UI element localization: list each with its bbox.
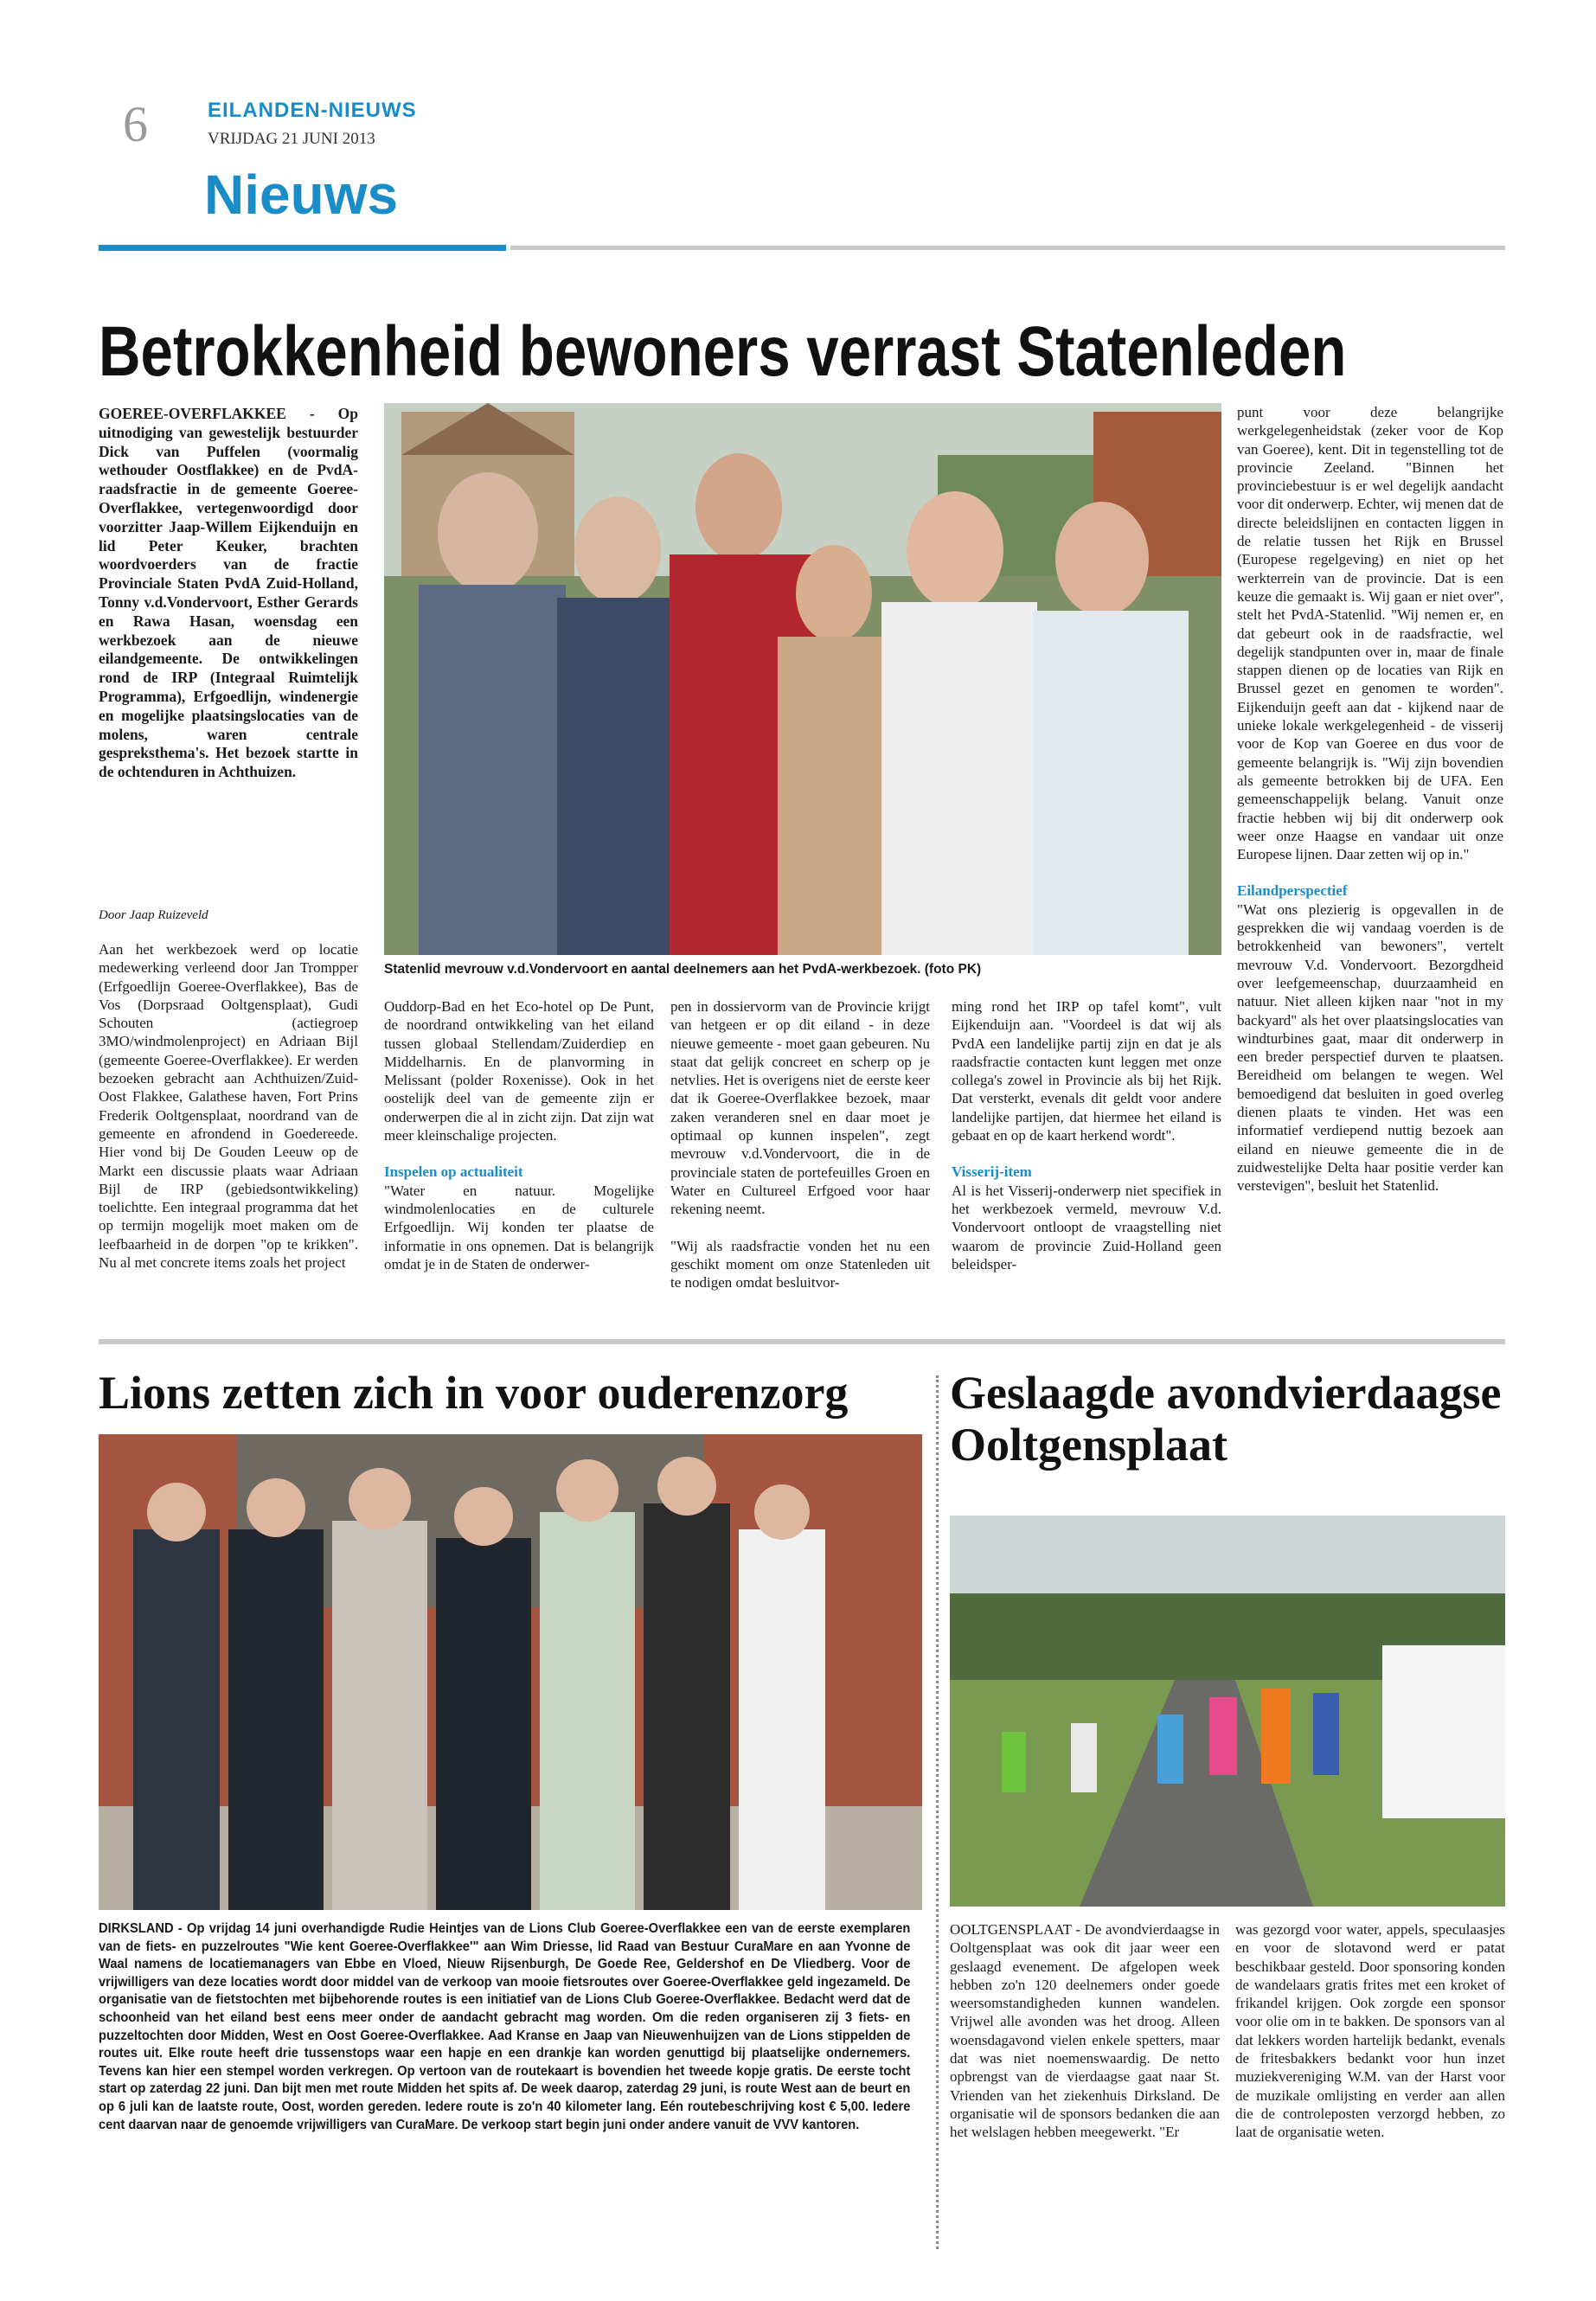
- column-separator: [936, 1375, 939, 2249]
- masthead-logo: EILANDEN-NIEUWS: [208, 99, 417, 122]
- article-column-3: [670, 997, 930, 1292]
- article-divider: [99, 1339, 1505, 1344]
- page-number: 6: [123, 96, 148, 152]
- article-subhead: Eilandperspectief: [1237, 882, 1348, 900]
- article-column-5: [1237, 403, 1503, 1195]
- article-column-2: was gezorgd voor water, appels, speculaasjes en voor de slotavond werd er patat beschikbaar gesteld. Door sponsoring konden de wandelaars gratis frites met een kroket of frikandel krijgen. Ook zorgde een sponsor voor olie om in te bakken. De sponsors van al dat lekkers worden hartelijk bedankt, evenals de fritesbakkers bedankt voor hun inzet muziekvereniging W.M. van der Harst voor de muzikale omlijsting en verder aan allen die de controleposten verzorgd hebben, zo laat de organisatie weten.: [1235, 1921, 1505, 2141]
- article-photo: [384, 403, 1221, 955]
- photo-caption: Statenlid mevrouw v.d.Vondervoort en aantal deelnemers aan het PvdA-werkbezoek. (foto PK): [384, 962, 982, 977]
- walkers-photo-illustration: [950, 1516, 1505, 1907]
- article-column-2: [384, 997, 654, 1273]
- article-headline: Lions zetten zich in voor ouderenzorg: [99, 1367, 849, 1419]
- issue-date: VRIJDAG 21 JUNI 2013: [208, 130, 375, 148]
- article-column-1: OOLTGENSPLAAT - De avondvierdaagse in Ooltgensplaat was ook dit jaar weer een geslaagd evenement. De afgelopen week hebben zo'n 120 deelnemers onder goede weersomstandigheden kunnen wandelen. Vrijwel alle avonden was het droog. Alleen woensdagavond vielen enkele spetters, maar dat was niet noemenswaardig. De netto opbrengst van de vierdaagse gaat naar St. Vrienden van het ziekenhuis Dirksland. De organisatie wil de sponsors bedanken die aan het welslagen hebben meegewerkt. "Er: [950, 1921, 1220, 2141]
- article-paragraph: pen in dossiervorm van de Provincie krijgt van hetgeen er op dit eiland - in deze nieuwe gemeente - moet gaan gebeuren. Nu staat dat gelijk concreet en scherp op je netvlies. Het is overigens niet de eerste keer dat ik Goeree-Overflakkee bezoek, maar zaken veranderen snel en daar moet je optimaal op kunnen inspelen", zegt mevrouw v.d.Vondervoort, die in de provinciale staten de portefeuilles Groen en Water en Cultureel Erfgoed voor haar rekening neemt.: [670, 998, 930, 1218]
- article-intro: GOEREE-OVERFLAKKEE - Op uitnodiging van gewestelijk bestuurder Dick van Puffelen (voormalig wethouder Oostflakkee) en de PvdA-raadsfractie in de gemeente Goeree-Overflakkee, vertegenwoordigd door voorzitter Jaap-Willem Eijkenduijn en lid Peter Keuker, brachten woordvoerders van de fractie Provinciale Staten PvdA Zuid-Holland, Tonny v.d.Vondervoort, Esther Gerards en Rawa Hasan, woensdag een werkbezoek aan de nieuwe eilandgemeente. De ontwikkelingen rond de IRP (Integraal Ruimtelijk Programma), Erfgoedlijn, windenergie en mogelijke plaatsingslocaties van de molens, waren centrale gespreksthema's. Het bezoek startte in de ochtenduren in Achthuizen.: [99, 405, 358, 781]
- article-headline: Betrokkenheid bewoners verrast Statenleden: [99, 312, 1347, 391]
- lions-photo-illustration: [99, 1434, 922, 1910]
- section-bar: [99, 245, 506, 251]
- article-subhead: Inspelen op actualiteit: [384, 1163, 523, 1181]
- article-body: DIRKSLAND - Op vrijdag 14 juni overhandigde Rudie Heintjes van de Lions Club Goeree-Overflakkee een van de eerste exemplaren van de fiets- en puzzelroutes "Wie kent Goeree-Overflakkee'" aan Wim Driesse, lid Raad van Bestuur CuraMare en aan Yvonne de Waal namens de locatiemanagers van Ebbe en Vloed, Nieuw Rijsenburgh, De Goede Ree, Geldershof en De Vliedberg. Voor de vrijwilligers van deze locaties wordt door middel van de verkoop van mooie fietsroutes over Goeree-Overflakkee geld ingezameld. De organisatie van de fietstochten met bijbehorende routes is een initiatief van de Lions Club Goeree-Overflakkee. Bedacht werd dat de schoonheid van het eiland best eens meer onder de aandacht gebracht mag worden. Om die reden organiseren zij 3 fiets- en puzzeltochten door Midden, West en Oost Goeree-Overflakkee. Aad Kranse en Jaap van Nieuwenhuijzen van de Lions stippelden de routes uit. Elke route heeft drie tussenstops waar een hapje en een drankje kan worden genuttigd bij plaatselijke ondernemers. Tevens kan hier een stempel worden verkregen. Op vertoon van de routekaart is bovendien het tweede kopje gratis. De eerste tocht start op zaterdag 22 juni. Dan bijt men met route Midden het spits af. De week daarop, zaterdag 29 juni, is route West aan de beurt en op 6 juli kan de laatste route, Oost, worden gereden. Iedere route is zo'n 40 kilometer lang. Eén routebeschrijving kost € 5,00. Iedere cent daarvan naar de genoemde vrijwilligers van CuraMare. De verkoop start begin juni onder andere vanuit de VVV kantoren.: [99, 1921, 911, 2132]
- article-paragraph: "Water en natuur. Mogelijke windmolenlocaties en de culturele Erfgoedlijn. Wij konden ter plaatse de informatie in ons opnemen. Dat is belangrijk omdat je in de Staten de onderwer-: [384, 1182, 654, 1272]
- article-column-1: Aan het werkbezoek werd op locatie medewerking verleend door Jan Trompper (Erfgoedlijn Goeree-Overflakkee), Bas de Vos (Dorpsraad Ooltgensplaat), Gudi Schouten (actiegroep 3MO/windmolenproject) en Adriaan Bijl (gemeente Goeree-Overflakkee). Er werden bezoeken gebracht aan Achthuizen/Zuid-Oost Flakkee, Galathese haven, Fort Prins Frederik Ooltgensplaat, noordrand van de gemeente en afrondend in Goedereede. Hier vond bij De Gouden Leeuw op de Markt een discussie plaats waar Adriaan Bijl de IRP (gebiedsontwikkeling) toelichtte. Een integraal programma dat het op termijn mogelijk moet maken om de leefbaarheid in de dorpen "op te krikken". Nu al met concrete items zoals het project: [99, 941, 358, 1272]
- article-byline: Door Jaap Ruizeveld: [99, 908, 208, 922]
- article-subhead: Visserij-item: [952, 1163, 1032, 1181]
- article-paragraph: Al is het Visserij-onderwerp niet specifiek in het werkbezoek vermeld, mevrouw V.d. Vondervoort ontloopt de vraagstelling niet waarom de provincie Zuid-Holland geen beleidsper-: [952, 1182, 1221, 1272]
- article-paragraph: ming rond het IRP op tafel komt", vult Eijkenduijn aan. "Voordeel is dat wij als PvdA een landelijke partij zijn en dat je als raadsfractie contacten kunt leggen met onze collega's zowel in Provincie als bij het Rijk. Dat versterkt, evenals dit geldt voor andere landelijke partijen, dat hiermee het eiland is gebaat en op de kaart herkend wordt".: [952, 998, 1221, 1144]
- article-paragraph: punt voor deze belangrijke werkgelegenheidstak (zeker voor de Kop van Goeree), kent. Dit in tegenstelling tot de provincie Zeeland. "Binnen het provinciebestuur is er wel degelijk aandacht voor dit onderwerp. Echter, wij menen dat de directe beleidslijnen en contacten liggen in de relatie tussen het Rijk en Brussel (Europese regelgeving) en niet op het werkterrein van de provincie. Dat is een keuze die gemaakt is. Wij gaan er niet over", stelt het PvdA-Statenlid. "Wij nemen er, en dat gebeurt ook in de raadsfractie, wel degelijk standpunten over in, maar de finale stappen dienen op de locaties van Rijk en Brussel gezet en genomen te worden". Eijkenduijn geeft aan dat - kijkend naar de unieke lokale werkgelegenheid - de visserij voor de Kop van Goeree en dus voor de gemeente belangrijk is. "Wij zijn bovendien als gemeente betrokken bij de UFA. Een gemeenschappelijk belang. Vanuit onze fractie hebben wij bij dit onderwerp ook weer onze Haagse en vandaar uit onze Europese lijnen. Daar zetten wij op in.": [1237, 404, 1503, 863]
- article-photo: [99, 1434, 922, 1910]
- section-title: Nieuws: [204, 163, 399, 226]
- article-paragraph: "Wat ons plezierig is opgevallen in de gesprekken die wij vandaag voerden is de betrokkenheid van bewoners", vertelt mevrouw V.d. Vondervoort. Bezorgdheid over leefgemeenschap, duurzaamheid en natuur. Niet alleen kijken naar "not in my backyard" als het over plaatsingslocaties van windturbines gaat, maar dit onderwerp in een breder perspectief durven te plaatsen. Bereidheid om belangen te wegen. Wel bemoedigend dat besluiten in goed overleg dienen plaats te vinden. Het was een informatief verdiepend nuttig bezoek aan eiland en nieuwe gemeente die in de zuidwestelijke Delta haar positie verder kan verstevigen", besluit het Statenlid.: [1237, 901, 1503, 1195]
- article-photo: [950, 1516, 1505, 1907]
- article-paragraph: "Wij als raadsfractie vonden het nu een geschikt moment om onze Statenleden uit te nodigen omdat besluitvor-: [670, 1237, 930, 1292]
- article-column-4: [952, 997, 1221, 1273]
- group-photo-illustration: [384, 403, 1221, 955]
- article-paragraph: Ouddorp-Bad en het Eco-hotel op De Punt, de noordrand ontwikkeling van het eiland tussen globaal Stellendam/Zuiderdiep en Middelharnis. En de planvorming in Melissant (polder Roxenisse). Ook in het oostelijk deel van de gemeente zijn er onderwerpen die al in zicht zijn. Dat zijn wat meer kleinschalige projecten.: [384, 998, 654, 1144]
- article-headline: Geslaagde avondvierdaagse Ooltgensplaat: [950, 1367, 1502, 1471]
- section-divider: [510, 246, 1505, 250]
